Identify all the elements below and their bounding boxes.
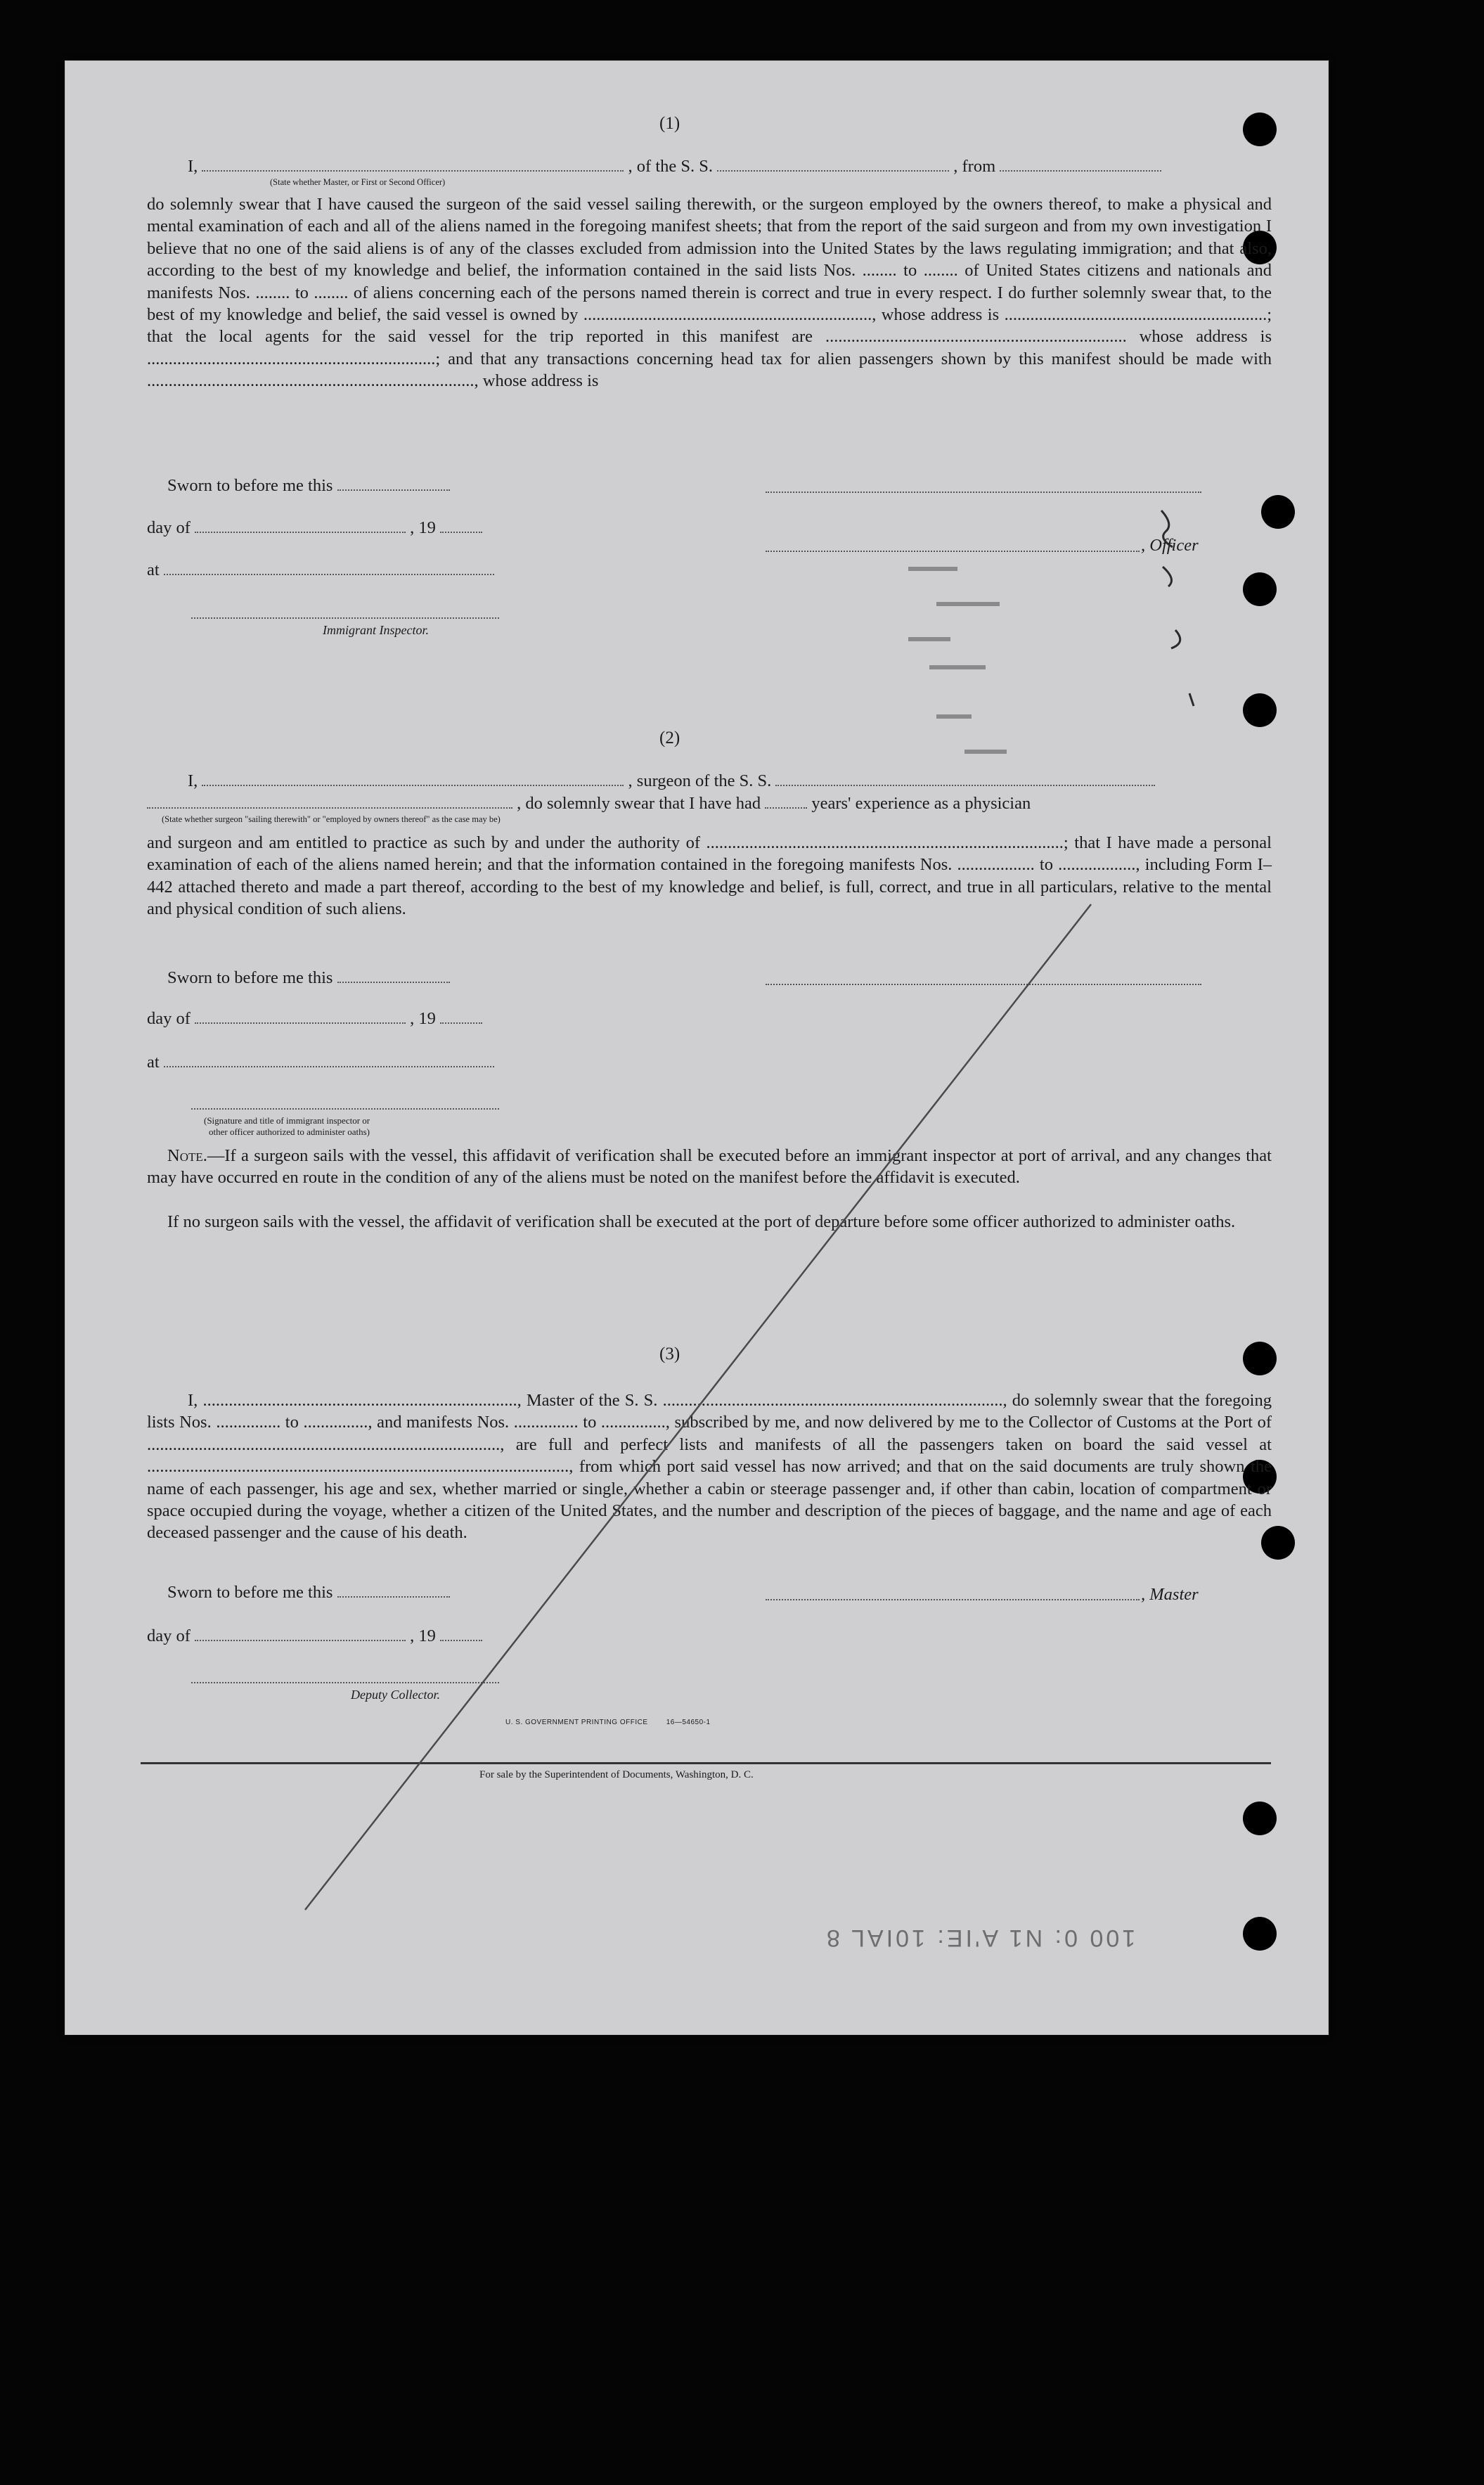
section-2-sworn-label: Sworn to before me this (167, 968, 333, 987)
section-2-year-label: , 19 (410, 1009, 436, 1028)
officer-caption: , Officer (1141, 536, 1199, 555)
sale-notice: For sale by the Superintendent of Documents, Washington, D. C. (479, 1769, 754, 1780)
manifest-page (65, 60, 1329, 2035)
section-2-at-label: at (147, 1053, 160, 1072)
surgeon-of-label: , surgeon of the S. S. (628, 771, 772, 790)
section-1-body: do solemnly swear that I have caused the surgeon of the said vessel sailing therewith, or the surgeon employed by the owners thereof, to make a physical and mental examination of each and all of the aliens named in the foregoing manifest sheets; that from the report of the said surgeon and from my own investigation I believe that no one of the said aliens is of any of the classes excluded from admission into the United States by the laws regulating immigration; and that also, according to the best of my knowledge and belief, the information contained in the said lists Nos. ........ to ........ of United States citizens and nationals and manifests Nos. ........ to ........ of aliens concerning each of the persons named therein is correct and true in every respect. I do further solemnly swear that, to the best of my knowledge and belief, the said vessel is owned by ..................................................................., whose address is .............................................................; that the local agents for the said vessel for the trip reported in this manifest are ...................................................................... whose address is ...................................................................; and that any transactions concerning head tax for alien passengers shown by this manifest should be made with ............................................................................, whose address is (147, 195, 1272, 391)
section-3-number: (3) (659, 1344, 680, 1363)
section-2-surgeon-caption: (State whether surgeon "sailing therewith" or "employed by owners thereof" as the case may be) (162, 814, 501, 824)
section-1-i-label: I, (188, 157, 198, 176)
section-1-number: (1) (659, 114, 680, 133)
section-3-body: I, ........................................................................., Master of the S. S. ..............................................................................., do solemnly swear that the foregoing lists Nos. ............... to ..............., and manifests Nos. ............... to ..............., subscribed by me, and now delivered by me to the Collector of Customs at the Port of .................................................................................., are full and perfect lists and manifests of all the passengers taken on board the said vessel at .................................................................................................., from which port said vessel has now arrived; and that on the said documents are truly shown the name of each passenger, his age and sex, whether married or single, whether a cabin or steerage passenger and, if other than cabin, location of compartment or space occupied during the voyage, whether a citizen of the United States, and the number and description of the pieces of baggage, and the name and age of each deceased passenger and the cause of his death. (147, 1391, 1272, 1543)
section-3-day-label: day of (147, 1626, 191, 1645)
swear-label: , do solemnly swear that I have had (517, 794, 761, 813)
section-1-rank-caption: (State whether Master, or First or Second Officer) (270, 177, 446, 187)
check-marks (1161, 511, 1194, 706)
of-ss-label: , of the S. S. (628, 157, 714, 176)
master-caption: , Master (1141, 1585, 1199, 1604)
section-2-day-label: day of (147, 1009, 191, 1028)
sig-caption-line-1: (Signature and title of immigrant inspector or (204, 1115, 370, 1126)
from-label: , from (953, 157, 996, 176)
diagonal-cancel-line (305, 904, 1091, 1910)
section-1-day-label: day of (147, 518, 191, 537)
bleed-through-text (908, 567, 1007, 754)
reversed-stamp: 100 0: N1 A'IE: 10IAL 8 (824, 1925, 1136, 1951)
section-3-year-label: , 19 (410, 1626, 436, 1645)
note-text: —If a surgeon sails with the vessel, this affidavit of verification shall be executed before an immigrant inspector at port of arrival, and any changes that may have occurred en route in the condition of any of the aliens must be noted on the manifest before the affidavit is executed. (147, 1146, 1272, 1188)
section-1-sworn-label: Sworn to before me this (167, 476, 333, 495)
section-1-at-label: at (147, 560, 160, 579)
section-2-body: and surgeon and am entitled to practice as such by and under the authority of ...................................................................................; that I have made a personal examination of each of the aliens named herein; and that the information contained in the foregoing manifests Nos. .................. to .................., including Form I–442 attached thereto and made a part thereof, according to the best of my knowledge and belief, is full, correct, and true in all particulars, relative to the mental and physical condition of such aliens. (147, 833, 1272, 919)
gpo-imprint: U. S. GOVERNMENT PRINTING OFFICE 16—54650-1 (505, 1719, 711, 1726)
note-second-paragraph: If no surgeon sails with the vessel, the affidavit of verification shall be executed at the port of departure before some officer authorized to administer oaths. (167, 1212, 1236, 1231)
note-label: Note. (167, 1146, 207, 1165)
scan-marks (65, 60, 1329, 2035)
sig-caption-line-2: other officer authorized to administer oaths) (209, 1126, 370, 1137)
collector-caption: Deputy Collector. (351, 1688, 440, 1702)
inspector-caption: Immigrant Inspector. (323, 623, 429, 637)
section-2-number: (2) (659, 728, 680, 747)
section-3-sworn-label: Sworn to before me this (167, 1583, 333, 1602)
years-label: years' experience as a physician (811, 794, 1031, 813)
section-2-i-label: I, (188, 771, 198, 790)
section-1-year-label: , 19 (410, 518, 436, 537)
